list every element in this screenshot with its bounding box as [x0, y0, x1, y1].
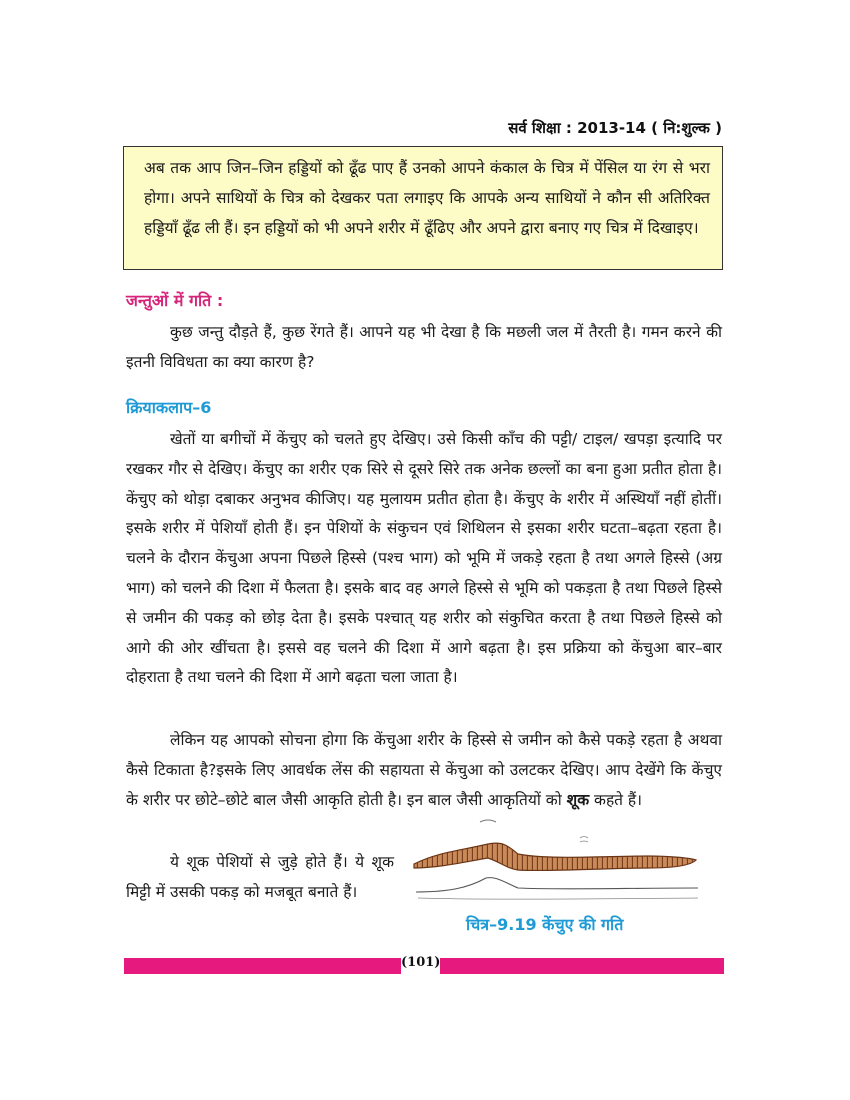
footer-bar-right [440, 958, 724, 974]
motion-mark [580, 837, 588, 843]
figure-caption: चित्र–9.19 केंचुए की गति [466, 915, 624, 934]
paragraph-text-end: कहते हैं। [589, 790, 643, 809]
ground-line [418, 898, 698, 899]
earthworm-body [414, 843, 696, 870]
ground-line [416, 878, 698, 892]
activity-paragraph-3: ये शूक पेशियों से जुड़े होते हैं। ये शूक मिट्टी में उसकी पकड़ को मजबूत बनाते हैं। [126, 853, 394, 901]
activity-paragraph-2 [126, 726, 722, 815]
note-box [123, 146, 723, 270]
paragraph-text: लेकिन यह आपको सोचना होगा कि केंचुआ शरीर के हिस्से से जमीन को कैसे पकड़े रहता है अथवा कैसे टिकाता है?इसके लिए आवर्धक लेंस की सहायता से केंचुआ को उलटकर देखिए। आप देखेंगे कि केंचुए के शरीर पर छोटे–छोटे बाल जैसी आकृति होती है। इन बाल जैसी आकृतियों को [126, 731, 722, 809]
motion-mark [480, 820, 496, 822]
activity-heading: क्रियाकलाप–6 [126, 398, 212, 417]
section-heading-animal-movement: जन्तुओं में गति : [126, 291, 224, 310]
page-header: सर्व शिक्षा : 2013-14 ( नि:शुल्क ) [508, 119, 722, 137]
activity-paragraph-1: खेतों या बगीचों में केंचुए को चलते हुए देखिए। उसे किसी काँच की पट्टी/ टाइल/ खपड़ा इत्यादि पर रखकर गौर से देखिए। केंचुए का शरीर एक सिरे से दूसरे सिरे तक अनेक छल्लों का बना हुआ प्रतीत होता है। केंचुए को थोड़ा दबाकर अनुभव कीजिए। यह मुलायम प्रतीत होता है। केंचुए के शरीर में अस्थियाँ नहीं होतीं। इसके शरीर में पेशियाँ होती हैं। इन पेशियों के संकुचन एवं शिथिलन से इसका शरीर घटता–बढ़ता रहता है। चलने के दौरान केंचुआ अपना पिछले हिस्से (पश्च भाग) को भूमि में जकड़े रहता है तथा अगले हिस्से (अग्र भाग) को चलने की दिशा में फैलता है। इसके बाद वह अगले हिस्से से भूमि को पकड़ता है तथा पिछले हिस्से से जमीन की पकड़ को छोड़ देता है। इसके पश्चात् यह शरीर को संकुचित करता है तथा पिछले हिस्से को आगे की ओर खींचता है। इससे वह चलने की दिशा में आगे बढ़ता है। इस प्रक्रिया को केंचुआ बार–बार दोहराता है तथा चलने की दिशा में आगे बढ़ता चला जाता है। [126, 430, 722, 687]
earthworm-figure [408, 816, 708, 906]
note-text: अब तक आप जिन–जिन हड्डियों को ढूँढ पाए हैं उनको आपने कंकाल के चित्र में पेंसिल या रंग से भरा होगा। अपने साथियों के चित्र को देखकर पता लगाइए कि आपके अन्य साथियों ने कौन सी अतिरिक्त हड्डियाँ ढूँढ ली हैं। इन हड्डियों को भी अपने शरीर में ढूँढिए और अपने द्वारा बनाए गए चित्र में दिखाइए। [144, 159, 710, 237]
page-number: (101) [401, 955, 441, 970]
term-shook: शूक [566, 790, 590, 809]
footer-bar-left [124, 958, 401, 974]
section-paragraph: कुछ जन्तु दौड़ते हैं, कुछ रेंगते हैं। आपने यह भी देखा है कि मछली जल में तैरती है। गमन करने की इतनी विविधता का क्या कारण है? [126, 323, 722, 371]
